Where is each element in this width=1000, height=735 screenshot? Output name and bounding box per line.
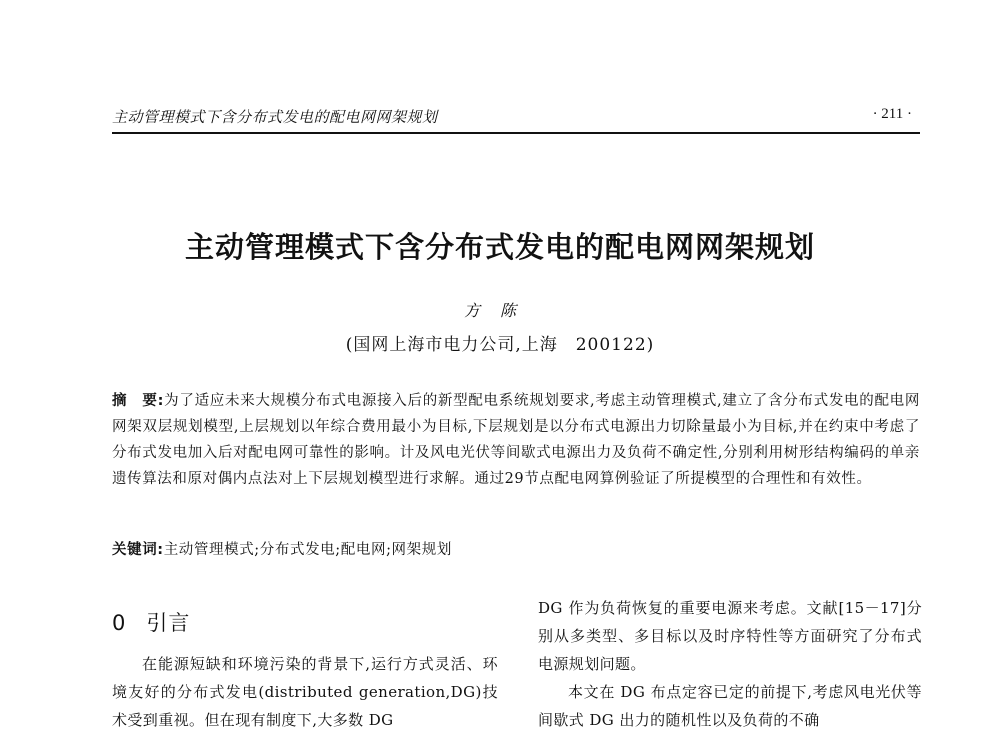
author: 方陈 (463, 301, 536, 320)
keywords-label: 关键词: (112, 542, 164, 558)
body-paragraph-right-1: DG 作为负荷恢复的重要电源来考虑。文献[15－17]分别从多类型、多目标以及时序特性等方面研究了分布式电源规划问题。 (538, 599, 922, 673)
running-head-title: 主动管理模式下含分布式发电的配电网网架规划 (112, 108, 438, 126)
running-head (112, 106, 920, 134)
abstract-text: 为了适应未来大规模分布式电源接入后的新型配电系统规划要求,考虑主动管理模式,建立了含分布式发电的配电网网架双层规划模型,上层规划以年综合费用最小为目标,下层规划是以分布式电源出力切除量最小为目标,并在约束中考虑了分布式发电加入后对配电网可靠性的影响。计及风电光伏等间歇式电源出力及负荷不确定性,分别利用树形结构编码的单亲遗传算法和原对偶内点法对上下层规划模型进行求解。通过29节点配电网算例验证了所提模型的合理性和有效性。 (112, 393, 920, 487)
abstract (112, 388, 920, 492)
article-title: 主动管理模式下含分布式发电的配电网网架规划 (184, 230, 815, 264)
keywords-text: 主动管理模式;分布式发电;配电网;网架规划 (163, 542, 452, 558)
section-heading (112, 607, 190, 637)
body-paragraph-right-2: 本文在 DG 布点定容已定的前提下,考虑风电光伏等间歇式 DG 出力的随机性以及负荷的不确 (538, 683, 922, 729)
affiliation: (国网上海市电力公司,上海 200122) (345, 335, 655, 355)
left-column (112, 650, 498, 734)
section-number: 0 (112, 611, 127, 635)
section-title: 引言 (146, 611, 191, 635)
keywords (112, 537, 920, 563)
abstract-label: 摘 要: (112, 393, 165, 409)
body-paragraph-left: 在能源短缺和环境污染的背景下,运行方式灵活、环境友好的分布式发电(distributed generation,DG)技术受到重视。但在现有制度下,大多数 DG (112, 655, 498, 729)
right-column (538, 594, 922, 734)
page-number: · 211 · (872, 106, 912, 122)
